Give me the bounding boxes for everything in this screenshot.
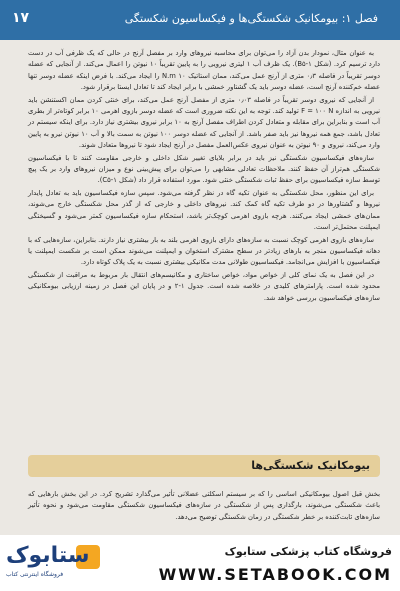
paragraph: به عنوان مثال، نمودار بدن آزاد را می‌توان برای محاسبه نیروهای وارد بر مفصل آرنج در حالی که یک ظرفی آب در دست دارد ترسیم کرد. (شکل ۱-B۵). یک ظرف آب ۱ لیتری نیرویی را به پایین تقریباً ۱۰ نیوتن را اعمال می‌کند. از آنجایی که عضله دوسر تقریباً در فاصله ۰٫۳ متری از آرنج عمل می‌کند، ممان استاتیک N.m ۱۰ را ایجاد می‌کند. با فرض اینکه عضله دوسر تنها عضله خم‌کننده آرنج است، عضله دوسر باید یک گشتاور خمشی با برابر ایجاد کند تا تعادل ایستا برقرار شود. — [28, 49, 380, 92]
paragraph: بخش قبل اصول بیومکانیکی اساسی را که بر سیستم اسکلتی عضلانی تأثیر می‌گذارد تشریح کرد. در این بخش بارهایی که باعث شکستگی می‌شوند، بارگذاری پس از شکستگی در سازه‌های فیکساسیون شکستگی مقاومت می‌شود و نحوه تأثیر سازه‌های ثابت‌کننده بر خطر شکستگی در زمان شکستگی توضیح می‌دهد. — [28, 489, 380, 521]
logo-tagline: فروشگاه اینترنتی کتاب — [6, 571, 64, 578]
paragraph: سازه‌های بازوی اهرمی کوچک نسبت به سازه‌های دارای بازوی اهرمی بلند به بار بیشتری نیاز دارند. بنابراین، سازه‌هایی که با دهانه فیکساسیون منجر به بارهای زیادتر در سطح مشترک استخوان و ایمپلنت می‌شوند ممکن است بر شکست ایمپلنت یا فیکساسیون با افزایش می‌انجامد. فیکساسیون طولانی مدت مکانیکی بیشتری نسبت به یک پلاک کوتاه دارد. — [28, 235, 380, 267]
chapter-title: فصل ۱: بیومکانیک شکستگی‌ها و فیکساسیون شکستگی — [124, 12, 378, 25]
logo-word: ستابوک — [6, 543, 90, 568]
section-text — [28, 482, 380, 530]
page-header — [0, 0, 400, 40]
paragraph: از آنجایی که نیروی دوسر تقریباً در فاصله ۰٫۰۳ متری از مفصل آرنج عمل می‌کند، برای خنثی کردن ممان اکستنشن باید نیرویی به اندازه F = ۱۰۰ N تولید کند. توجه به این نکته ضروری است که عضله دوسر بازوی اهرمی ۱۰ برابر کوتاه‌تر از بطری آب است و بنابراین برای مقابله و متعادل کردن اطراف مفصل آرنج به ۱۰ برابر نیروی بیشتری نیاز دارد. برای اینکه سیستم در تعادل باشد، جمع همه نیروها نیز باید صفر باشد. از آنجایی که عضله دوسر ۱۰۰ نیوتن به سمت بالا و آب ۱۰ نیوتن نیرو به پایین وارد می‌کند، نیروی و ۹۰ نیوتن به عنوان نیروی عکس‌العمل مفصل در آرنج ایجاد شود تا نیروها متعادل شوند. — [28, 95, 381, 150]
main-text — [28, 48, 380, 305]
website-link[interactable]: WWW.SETABOOK.COM — [158, 565, 392, 584]
paragraph: سازه‌های فیکساسیون شکستگی نیز باید در برابر بلایای تغییر شکل داخلی و خارجی مقاومت کنند تا با فیکساسیون شکستگی هم‌تراز آن حفظ کنند. ملاحظات تعادلی مشابهی را می‌توان برای پیش‌بینی نوع و میزان نیروهای وارد بر یک پیچ توسط سازه فیکساسیون برای حفظ ثبات شکستگی خنثی شود. مورد استفاده قرار داد (شکل ۱-C۵). — [28, 153, 380, 185]
section-heading — [28, 455, 380, 477]
page-number: ۱۷ — [12, 10, 30, 26]
paragraph: برای این منظور، محل شکستگی به عنوان تکیه گاه در نظر گرفته می‌شود. سپس سازه فیکساسیون باید به تعادل پایدار نیروها و گشتاورها در دو طرف تکیه گاه کمک کند. نیروهای داخلی و خارجی که از گذر محل شکستگی خارج می‌شوند، ممان‌های خمشی ایجاد می‌کنند. هرچه بازوی اهرمی کوچک‌تر باشد، استحکام سازه فیکساسیون کمتر می‌شود و گسیختگی ایمپلنت محتمل‌تر است. — [28, 188, 380, 232]
setabook-logo[interactable] — [6, 543, 102, 583]
paragraph: در این فصل به یک نمای کلی از خواص مواد، خواص ساختاری و مکانیسم‌های انتقال بار مربوط به مراقبت از شکستگی محدود شده است. پارامترهای کلیدی در خلاصه شده است. جدول ۱-۲ و در پایان این فصل در زمینه ارزیابی بیومکانیکی سازه‌های فیکساسیون بررسی خواهد شد. — [28, 270, 380, 302]
section-title: بیومکانیک شکستگی‌ها — [251, 459, 370, 472]
store-name: فروشگاه کتاب پزشکی ستابوک — [224, 545, 392, 558]
footer-banner — [0, 535, 400, 591]
